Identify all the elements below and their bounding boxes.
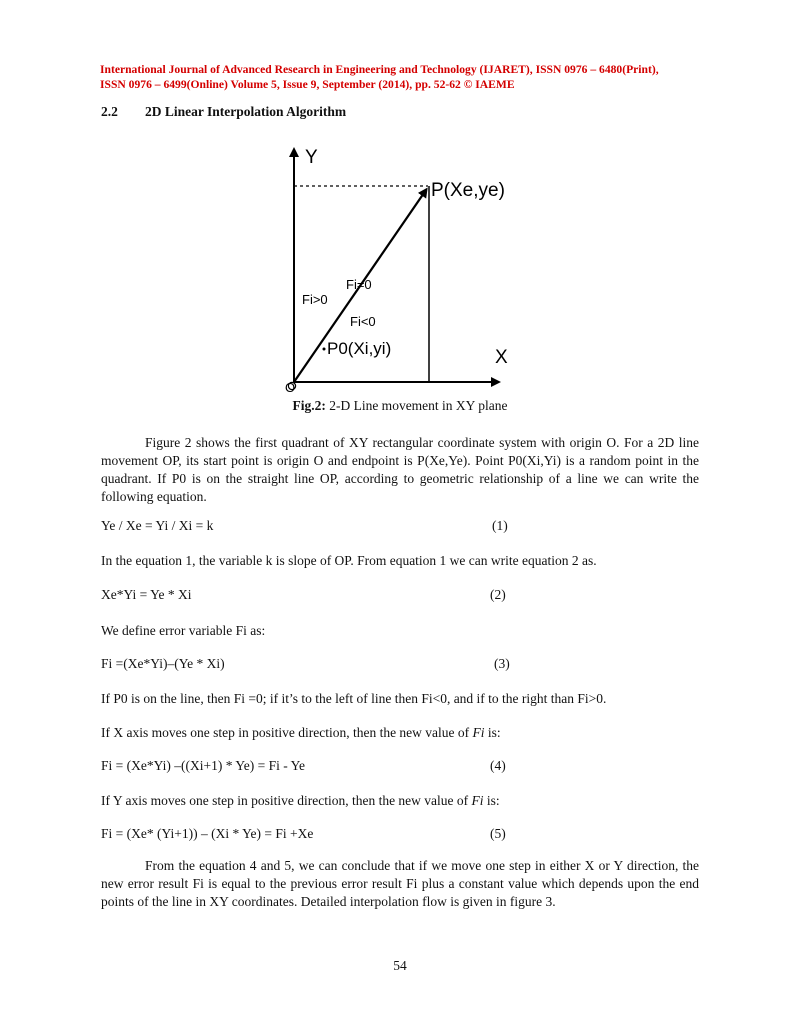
endpoint-label: P(Xe,ye) [431,180,505,201]
caption-text: 2-D Line movement in XY plane [325,398,508,413]
y-axis-label: Y [305,147,318,168]
figure-2 [270,138,530,398]
header-line-2: ISSN 0976 – 6499(Online) Volume 5, Issue 9, September (2014), pp. 52-62 © IAEME [100,78,515,91]
paragraph-2: In the equation 1, the variable k is slope of OP. From equation 1 we can write equation 2 as. [101,553,597,568]
equation-1: Ye / Xe = Yi / Xi = k [101,518,214,533]
paragraph-1: Figure 2 shows the first quadrant of XY rectangular coordinate system with origin O. For a 2D line movement OP, its start point is origin O and endpoint is P(Xe,Ye). Point P0(Xi,Yi) is a random point in the quadrant. If P0 is on the straight line OP, according to geometric relationship of a line we can write the following equation. [101,435,699,504]
equation-1-number: (1) [492,518,508,533]
paragraph-4: If P0 is on the line, then Fi =0; if it’s to the left of line then Fi<0, and if to the right than Fi>0. [101,691,607,706]
equation-4-number: (4) [490,758,506,773]
paragraph-6-variable: Fi [471,793,484,808]
p0-label: P0(Xi,yi) [327,339,392,358]
equation-5: Fi = (Xe* (Yi+1)) – (Xi * Ye) = Fi +Xe [101,826,314,841]
paragraph-7: From the equation 4 and 5, we can conclude that if we move one step in either X or Y direction, the new error result Fi is equal to the previous error result Fi plus a constant value which depends upon the end points of the line in XY coordinates. Detailed interpolation flow is given in figure 3. [101,858,699,909]
journal-header [100,62,710,92]
x-axis-label: X [495,347,508,368]
xy-plane-diagram [270,138,530,393]
equation-5-number: (5) [490,826,506,841]
fi-zero-label: Fi=0 [346,277,372,292]
origin-label: O [285,380,296,393]
equation-2-number: (2) [490,587,506,602]
fi-negative-label: Fi<0 [350,314,376,329]
page-number: 54 [393,958,407,973]
fi-positive-label: Fi>0 [302,292,328,307]
equation-3-number: (3) [494,656,510,671]
paragraph-6 [101,792,699,810]
p0-point [323,348,326,351]
section-title: 2D Linear Interpolation Algorithm [145,104,347,119]
paragraph-5 [101,724,699,742]
paragraph-3: We define error variable Fi as: [101,623,266,638]
paragraph-6-end: is: [483,793,500,808]
equation-3: Fi =(Xe*Yi)–(Ye * Xi) [101,656,225,671]
paragraph-5-text: If X axis moves one step in positive direction, then the new value of [101,725,473,740]
paragraph-6-text: If Y axis moves one step in positive direction, then the new value of [101,793,472,808]
paragraph-5-end: is: [484,725,501,740]
figure-caption [0,398,800,414]
section-number: 2.2 [101,104,118,119]
header-line-1: International Journal of Advanced Research in Engineering and Technology (IJARET), ISSN 0976 – 6480(Print), [100,63,659,76]
caption-prefix: Fig.2: [292,398,326,413]
section-heading [101,104,346,120]
equation-4: Fi = (Xe*Yi) –((Xi+1) * Ye) = Fi - Ye [101,758,305,773]
paragraph-5-variable: Fi [472,725,485,740]
equation-2: Xe*Yi = Ye * Xi [101,587,192,602]
